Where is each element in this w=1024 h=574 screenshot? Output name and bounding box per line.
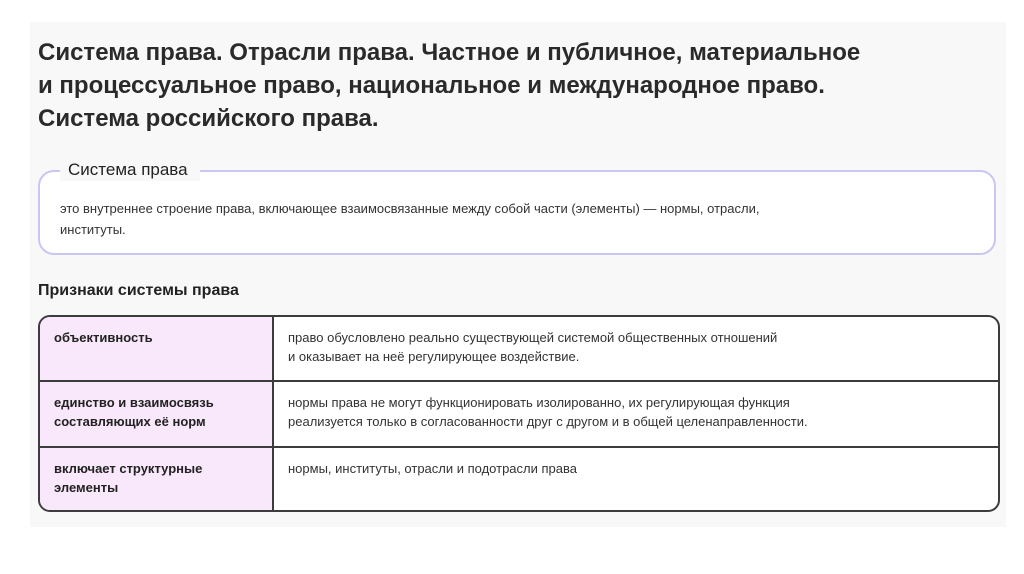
title-line-2: и процессуальное право, национальное и международное право.	[38, 72, 825, 99]
sign-name-line: включает структурные	[54, 461, 203, 476]
sign-name	[40, 382, 274, 446]
title-line-1: Система права. Отрасли права. Частное и публичное, материальное	[38, 39, 861, 66]
sign-description-line: нормы права не могут функционировать изолированно, их регулирующая функция	[288, 395, 790, 410]
table-row	[40, 380, 998, 446]
definition-line-2: институты.	[60, 222, 126, 237]
sign-description-line: нормы, институты, отрасли и подотрасли права	[288, 461, 577, 476]
slide	[30, 22, 1006, 527]
sign-description	[274, 317, 998, 380]
sign-name-line: единство и взаимосвязь	[54, 395, 214, 410]
sign-description-line: право обусловлено реально существующей системой общественных отношений	[288, 330, 778, 345]
signs-heading: Признаки системы права	[38, 282, 239, 299]
table-row	[40, 446, 998, 510]
sign-name-line: элементы	[54, 480, 119, 495]
sign-description-line: и оказывает на неё регулирующее воздействие.	[288, 349, 580, 364]
sign-name-line: объективность	[54, 330, 153, 345]
definition-box	[38, 160, 996, 255]
title-line-3: Система российского права.	[38, 105, 379, 132]
sign-description	[274, 448, 998, 510]
signs-table	[38, 315, 1000, 512]
definition-line-1: это внутреннее строение права, включающее взаимосвязанные между собой части (элементы) — нормы, отрасли,	[60, 201, 760, 216]
page-title	[38, 36, 998, 135]
sign-description-line: реализуется только в согласованности друг с другом и в общей целенаправленности.	[288, 414, 808, 429]
table-row	[40, 317, 998, 380]
sign-name	[40, 448, 274, 510]
definition-text	[60, 198, 960, 240]
sign-description	[274, 382, 998, 446]
sign-name	[40, 317, 274, 380]
definition-heading: Система права	[60, 159, 200, 181]
sign-name-line: составляющих её норм	[54, 414, 206, 429]
